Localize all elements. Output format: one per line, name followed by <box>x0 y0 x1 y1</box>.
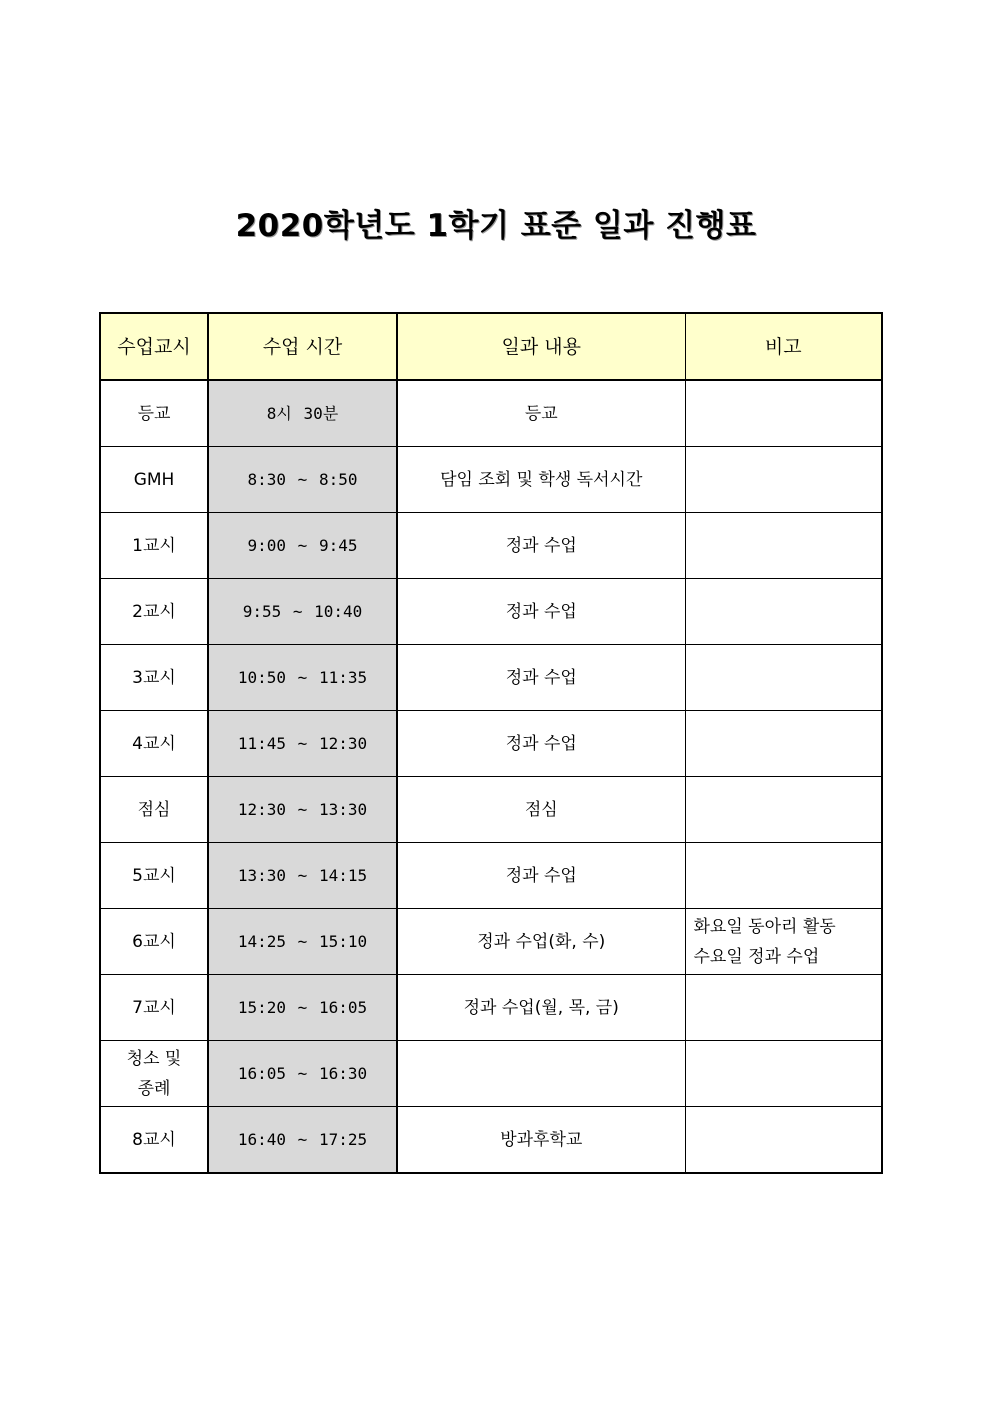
note-cell <box>685 1041 882 1107</box>
content-cell: 담임 조회 및 학생 독서시간 <box>397 447 685 513</box>
period-cell: 8교시 <box>100 1107 208 1174</box>
header-row <box>100 313 882 380</box>
period-cell: 5교시 <box>100 843 208 909</box>
note-cell <box>685 579 882 645</box>
note-cell <box>685 777 882 843</box>
header-time: 수업 시간 <box>208 313 397 380</box>
period-cell: 1교시 <box>100 513 208 579</box>
note-line: 화요일 동아리 활동 <box>693 916 836 937</box>
note-cell <box>685 645 882 711</box>
content-cell: 정과 수업 <box>397 645 685 711</box>
note-cell <box>685 975 882 1041</box>
period-cell: 등교 <box>100 380 208 447</box>
note-cell <box>685 380 882 447</box>
content-cell <box>397 1041 685 1107</box>
content-cell: 정과 수업 <box>397 843 685 909</box>
table-row <box>100 645 882 711</box>
header-note: 비고 <box>685 313 882 380</box>
note-cell <box>685 843 882 909</box>
period-cell: 7교시 <box>100 975 208 1041</box>
table-row <box>100 777 882 843</box>
period-line: 종례 <box>137 1078 171 1099</box>
content-cell: 정과 수업(월, 목, 금) <box>397 975 685 1041</box>
period-cell: 점심 <box>100 777 208 843</box>
period-cell: 4교시 <box>100 711 208 777</box>
time-cell: 13:30 ~ 14:15 <box>208 843 397 909</box>
note-cell <box>685 909 882 975</box>
page-title: 2020학년도 1학기 표준 일과 진행표 <box>235 208 757 244</box>
content-cell: 점심 <box>397 777 685 843</box>
period-line: 청소 및 <box>126 1048 182 1069</box>
time-cell: 16:40 ~ 17:25 <box>208 1107 397 1174</box>
period-cell: 6교시 <box>100 909 208 975</box>
table-row <box>100 975 882 1041</box>
time-cell: 15:20 ~ 16:05 <box>208 975 397 1041</box>
table-row <box>100 447 882 513</box>
time-cell: 10:50 ~ 11:35 <box>208 645 397 711</box>
content-cell: 등교 <box>397 380 685 447</box>
content-cell: 정과 수업 <box>397 513 685 579</box>
period-cell: 3교시 <box>100 645 208 711</box>
content-cell: 정과 수업(화, 수) <box>397 909 685 975</box>
time-cell: 16:05 ~ 16:30 <box>208 1041 397 1107</box>
table-row <box>100 380 882 447</box>
table-row <box>100 711 882 777</box>
time-cell: 9:55 ~ 10:40 <box>208 579 397 645</box>
time-cell: 12:30 ~ 13:30 <box>208 777 397 843</box>
period-cell: 2교시 <box>100 579 208 645</box>
time-cell: 11:45 ~ 12:30 <box>208 711 397 777</box>
content-cell: 정과 수업 <box>397 579 685 645</box>
time-cell: 9:00 ~ 9:45 <box>208 513 397 579</box>
table-row <box>100 513 882 579</box>
header-period: 수업교시 <box>100 313 208 380</box>
table-row <box>100 1107 882 1174</box>
period-cell <box>100 1041 208 1107</box>
header-content: 일과 내용 <box>397 313 685 380</box>
content-cell: 방과후학교 <box>397 1107 685 1174</box>
table-row <box>100 579 882 645</box>
note-cell <box>685 513 882 579</box>
table-row <box>100 843 882 909</box>
time-cell: 8시 30분 <box>208 380 397 447</box>
note-line: 수요일 정과 수업 <box>693 946 820 967</box>
time-cell: 14:25 ~ 15:10 <box>208 909 397 975</box>
content-cell: 정과 수업 <box>397 711 685 777</box>
table-row <box>100 1041 882 1107</box>
note-cell <box>685 447 882 513</box>
time-cell: 8:30 ~ 8:50 <box>208 447 397 513</box>
table-row <box>100 909 882 975</box>
schedule-table <box>99 312 883 1174</box>
note-cell <box>685 711 882 777</box>
note-cell <box>685 1107 882 1174</box>
period-cell: GMH <box>100 447 208 513</box>
